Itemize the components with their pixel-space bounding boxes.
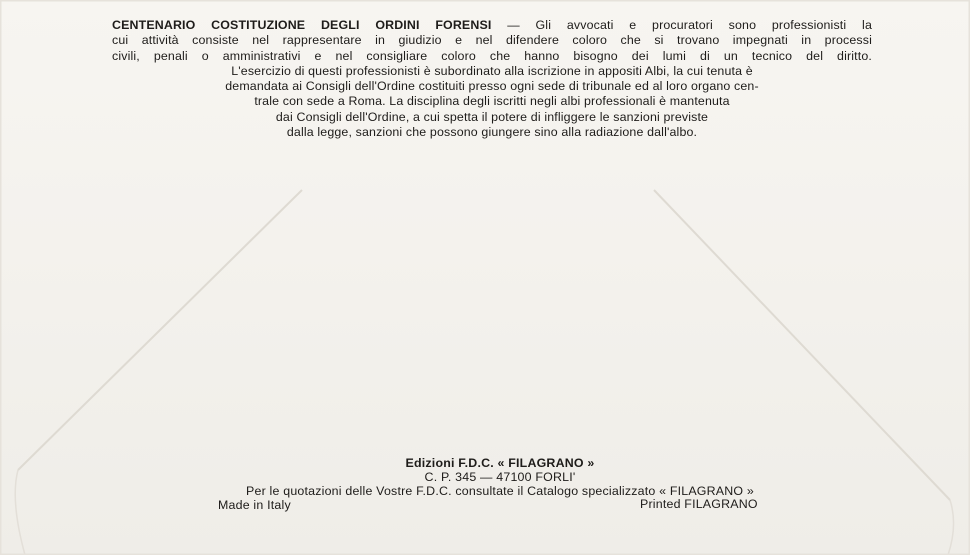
- description-line: civili, penali o amministrativi e nel consigliare coloro che hanno bisogno dei lumi di un tecnico del diritto.: [112, 48, 872, 63]
- description-line: cui attività consiste nel rappresentare in giudizio e nel difendere coloro che si trovano impegnati in processi: [112, 33, 872, 48]
- catalog-note: Per le quotazioni delle Vostre F.D.C. consultate il Catalogo specializzato « FILAGRANO »: [246, 484, 754, 499]
- description-line: [112, 18, 872, 33]
- description-line: L'esercizio di questi professionisti è subordinato alla iscrizione in appositi Albi, la cui tenuta è: [231, 63, 753, 78]
- description-title: CENTENARIO COSTITUZIONE DEGLI ORDINI FORENSI: [112, 18, 492, 32]
- publisher-name: Edizioni F.D.C. « FILAGRANO »: [405, 456, 595, 470]
- description-line: dalla legge, sanzioni che possono giungere sino alla radiazione dall'albo.: [286, 125, 698, 140]
- made-in-italy: Made in Italy: [218, 498, 291, 512]
- commemorative-description: [112, 18, 872, 140]
- publisher-block: [150, 456, 850, 499]
- description-line: dai Consigli dell'Ordine, a cui spetta il potere di infliggere le sanzioni previste: [275, 109, 709, 124]
- publisher-address: C. P. 345 — 47100 FORLI': [424, 470, 576, 485]
- description-line-1-text: — Gli avvocati e procuratori sono professionisti la: [491, 18, 872, 32]
- description-line: trale con sede a Roma. La disciplina degli iscritti negli albi professionali è mantenuta: [254, 94, 730, 109]
- description-line: demandata ai Consigli dell'Ordine costituiti presso ogni sede di tribunale ed al loro organo cen-: [225, 79, 759, 94]
- printed-by: Printed FILAGRANO: [640, 497, 758, 511]
